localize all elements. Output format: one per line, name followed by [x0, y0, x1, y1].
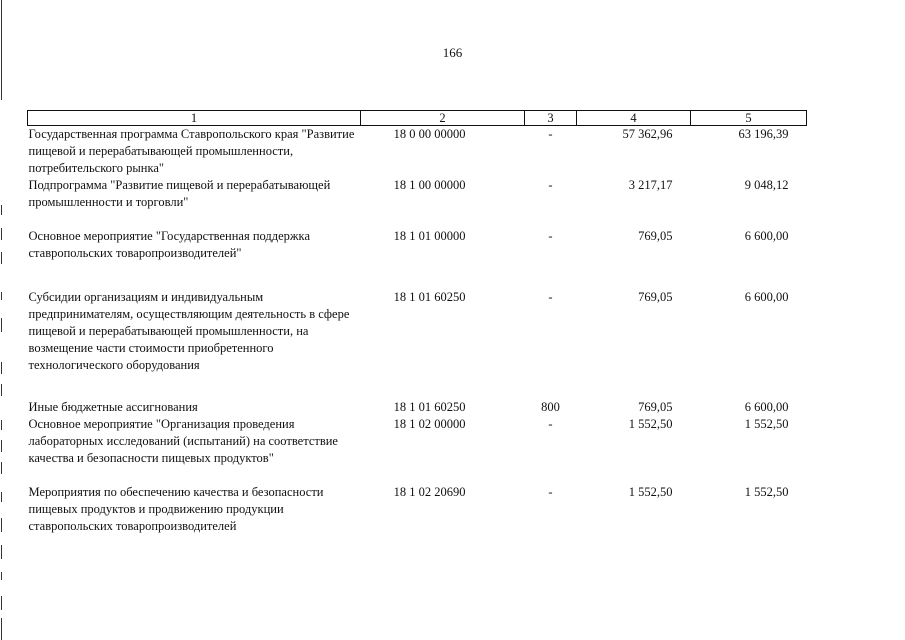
column-header-3: 3: [525, 111, 577, 126]
table-row: [28, 228, 807, 289]
row-code: 18 1 02 00000: [393, 417, 466, 431]
scan-mark: [1, 545, 2, 559]
row-type: -: [548, 127, 553, 141]
scan-mark: [1, 362, 2, 374]
row-sum-col5: 9 048,12: [744, 178, 789, 192]
budget-table: [27, 110, 807, 535]
scan-mark: [1, 252, 2, 264]
scan-mark: [1, 462, 2, 474]
row-code: 18 1 01 00000: [393, 229, 466, 243]
scan-mark: [1, 440, 2, 452]
row-code: 18 0 00 00000: [393, 127, 466, 141]
table-row: [28, 416, 807, 484]
row-sum-col5: 1 552,50: [744, 417, 789, 431]
table-row: [28, 399, 807, 416]
table-row: [28, 177, 807, 228]
row-name: Субсидии организациям и индивидуальным предпринимателям, осуществляющим деятельность в сфере пищевой и перерабатывающей промышленности, на возмещение части стоимости приобретенного технологического оборудования: [28, 290, 350, 372]
row-sum-col4: 769,05: [638, 400, 673, 414]
row-name: Подпрограмма "Развитие пищевой и перерабатывающей промышленности и торговли": [28, 178, 331, 209]
row-name: Основное мероприятие "Организация проведения лабораторных исследований (испытаний) на соответствие качества и безопасности пищевых продуктов": [28, 417, 338, 465]
row-name: Мероприятия по обеспечению качества и безопасности пищевых продуктов и продвижению продукции ставропольских товаропроизводителей: [28, 485, 324, 533]
row-type: -: [548, 178, 553, 192]
scan-mark: [1, 318, 2, 332]
scan-mark: [1, 518, 2, 532]
column-header-4: 4: [577, 111, 691, 126]
row-type: -: [548, 485, 553, 499]
scan-mark: [1, 205, 2, 215]
scan-mark: [1, 384, 2, 396]
scan-mark: [1, 492, 2, 502]
table-header-row: [28, 111, 807, 126]
scan-margin-marks: [0, 0, 10, 640]
row-type: -: [548, 417, 553, 431]
row-sum-col4: 769,05: [638, 290, 673, 304]
row-type: -: [548, 229, 553, 243]
column-header-1: 1: [28, 111, 361, 126]
row-code: 18 1 01 60250: [393, 290, 466, 304]
row-sum-col4: 57 362,96: [622, 127, 673, 141]
column-header-2: 2: [361, 111, 525, 126]
scan-mark: [1, 228, 2, 240]
scan-mark: [1, 618, 2, 640]
row-type: 800: [541, 400, 560, 414]
row-sum-col5: 6 600,00: [744, 229, 789, 243]
row-name: Иные бюджетные ассигнования: [28, 400, 198, 414]
row-sum-col4: 769,05: [638, 229, 673, 243]
table-row: [28, 126, 807, 178]
row-type: -: [548, 290, 553, 304]
row-sum-col4: 1 552,50: [628, 417, 673, 431]
table-row: [28, 289, 807, 399]
row-sum-col4: 1 552,50: [628, 485, 673, 499]
scan-mark: [1, 292, 2, 300]
row-name: Основное мероприятие "Государственная поддержка ставропольских товаропроизводителей": [28, 229, 310, 260]
page-number: 166: [442, 45, 463, 60]
scan-mark: [1, 572, 2, 580]
row-sum-col5: 6 600,00: [744, 290, 789, 304]
row-sum-col5: 6 600,00: [744, 400, 789, 414]
row-code: 18 1 02 20690: [393, 485, 466, 499]
scan-mark: [1, 420, 2, 430]
scan-mark: [1, 596, 2, 610]
column-header-5: 5: [691, 111, 807, 126]
row-code: 18 1 00 00000: [393, 178, 466, 192]
row-name: Государственная программа Ставропольского края "Развитие пищевой и перерабатывающей промышленности, потребительского рынка": [28, 127, 355, 175]
row-sum-col5: 1 552,50: [744, 485, 789, 499]
row-sum-col4: 3 217,17: [628, 178, 673, 192]
table-row: [28, 484, 807, 535]
row-sum-col5: 63 196,39: [738, 127, 789, 141]
row-code: 18 1 01 60250: [393, 400, 466, 414]
